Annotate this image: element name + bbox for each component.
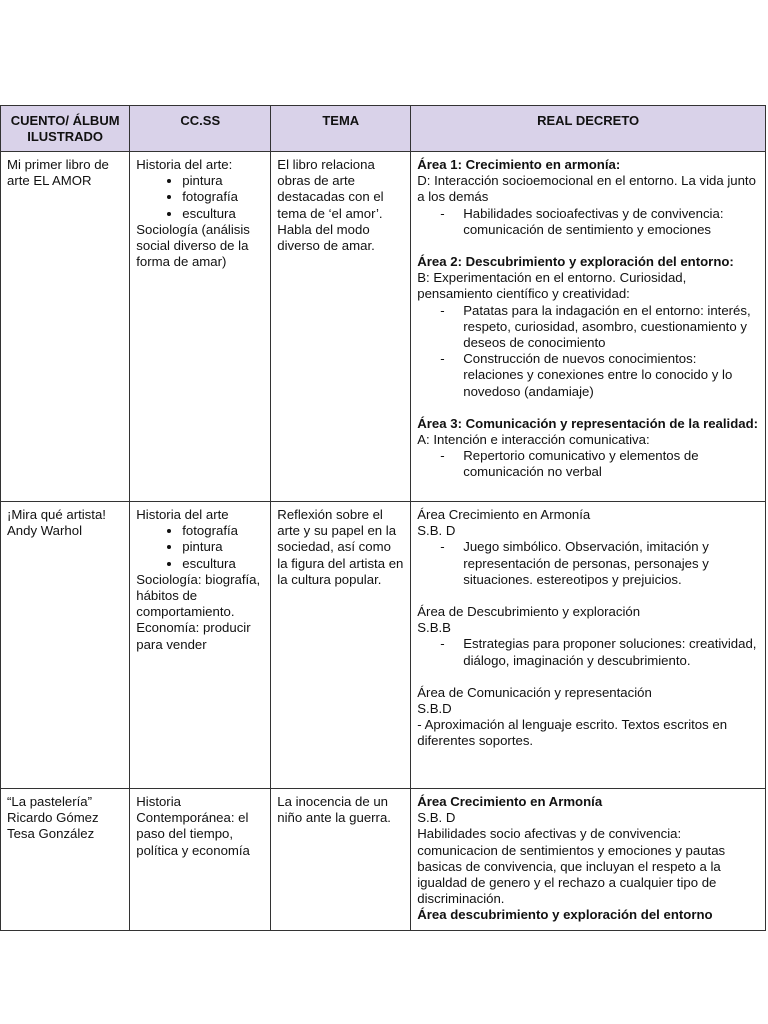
list-item: - Juego simbólico. Observación, imitación y representación de personas, personajes y situaciones. estereotipos y prejuicios. [440,539,709,587]
list-item: • escultura [182,206,264,222]
table-row [1,789,766,931]
list-item: • pintura [182,539,264,555]
list-item: - Repertorio comunicativo y elementos de comunicación no verbal [440,448,699,480]
dash-list [417,539,759,588]
area-subtitle: D: Interacción socioemocional en el entorno. La vida junto a los demás [417,173,756,205]
ccss-bullet-list [136,173,264,222]
real-decreto-cell [411,152,766,502]
header-cuento: CUENTO/ ÁLBUM ILUSTRADO [1,106,130,152]
ccss-intro: Historia del arte: [136,157,233,172]
area-note: - Aproximación al lenguaje escrito. Textos escritos en diferentes soportes. [417,717,728,749]
list-item: • escultura [182,556,264,572]
area-title: Área Crecimiento en Armonía [417,507,591,522]
area-title: Área 2: Descubrimiento y exploración del entorno: [417,254,734,270]
area-title: Área 1: Crecimiento en armonía: [417,157,621,172]
ccss-note: Sociología (análisis social diverso de la forma de amar) [136,221,250,270]
area-code: S.B. D [417,523,456,539]
header-real-decreto: REAL DECRETO [411,106,766,152]
area-title: Área Crecimiento en Armonía [417,794,603,809]
list-item: - Construcción de nuevos conocimientos: relaciones y conexiones entre lo conocido y lo novedoso (andamiaje) [440,351,733,399]
area-title: Área descubrimiento y exploración del entorno [417,907,713,923]
list-item: • fotografía [182,523,264,539]
ccss-cell: Historia Contemporánea: el paso del tiempo, política y economía [130,789,271,931]
header-tema: TEMA [271,106,411,152]
area-title: Área de Descubrimiento y exploración [417,604,641,620]
book-title-cell: “La pastelería” Ricardo Gómez Tesa González [1,789,130,931]
area-title: Área de Comunicación y representación [417,684,652,700]
area-code: S.B.B [417,620,451,636]
table-row [1,152,766,502]
area-subtitle: B: Experimentación en el entorno. Curiosidad, pensamiento científico y creatividad: [417,270,687,302]
list-item: - Habilidades socioafectivas y de convivencia: comunicación de sentimiento y emociones [440,205,724,237]
book-title-cell: ¡Mira qué artista! Andy Warhol [1,502,130,789]
real-decreto-cell [411,789,766,931]
ccss-bullet-list [136,523,264,572]
dash-list [417,448,759,480]
book-title-cell: Mi primer libro de arte EL AMOR [1,152,130,502]
ccss-intro: Historia del arte [136,507,229,522]
area-title: Área 3: Comunicación y representación de la realidad: [417,415,759,431]
area-text: Habilidades socio afectivas y de convivencia: comunicacion de sentimientos y emociones y pautas basicas de convivencia, que incluyan el respeto a la igualdad de genero y el rechazo a cualquier tipo de discriminación. [417,826,726,907]
table-row [1,502,766,789]
list-item: - Patatas para la indagación en el entorno: interés, respeto, curiosidad, asombro, cuestionamiento y deseos de conocimiento [440,302,751,351]
dash-list [417,636,759,668]
real-decreto-cell [411,502,766,789]
ccss-note: Sociología: biografía, hábitos de comportamiento. [136,571,261,620]
list-item: • pintura [182,173,264,189]
list-item: - Estrategias para proponer soluciones: creatividad, diálogo, imaginación y descubrimiento. [440,636,757,668]
ccss-cell [130,502,271,789]
ccss-note: Economía: producir para vender [136,620,251,652]
list-item: • fotografía [182,189,264,205]
tema-cell: La inocencia de un niño ante la guerra. [271,789,411,931]
area-code: S.B. D [417,810,456,826]
header-ccss: CC.SS [130,106,271,152]
dash-list [417,303,759,400]
dash-list [417,206,759,238]
table-header-row [1,106,766,152]
area-code: S.B.D [417,701,452,717]
area-subtitle: A: Intención e interacción comunicativa: [417,432,650,448]
tema-cell: El libro relaciona obras de arte destacadas con el tema de ‘el amor’. Habla del modo diverso de amar. [271,152,411,502]
ccss-cell [130,152,271,502]
tema-cell: Reflexión sobre el arte y su papel en la sociedad, así como la figura del artista en la cultura popular. [271,502,411,789]
curriculum-table [0,105,766,931]
